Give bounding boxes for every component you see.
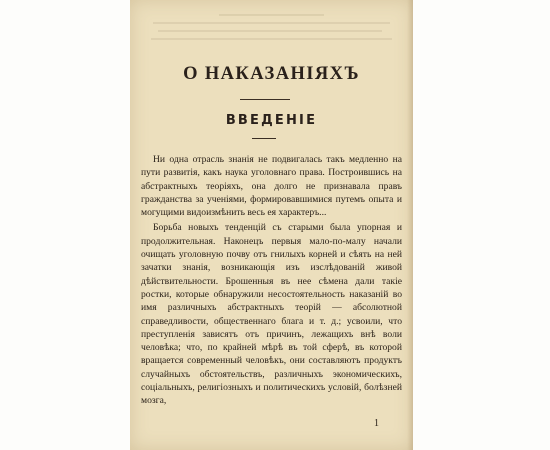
heading-divider [252,138,276,139]
bleed-line [151,38,393,40]
bleed-line [219,14,324,16]
section-heading: ВВЕДЕНІЕ [225,113,318,128]
book-page [130,0,413,450]
body-text [141,153,402,410]
bleed-through-text [140,8,403,56]
page-title: О НАКАЗАНІЯХЪ [183,64,360,84]
paragraph: Ни одна отрасль знанія не подвигалась такъ медленно на пути развитія, какъ наука уголовнаго права. Построившись на абстрактныхъ теоріяхъ, она долго не признавала правъ гражданства за ученіями, формировавшимися путемъ опыта и могущими видоизмѣнить весь ея характеръ... [141,154,402,219]
bleed-line [158,30,382,32]
title-divider [240,99,290,100]
page-number: 1 [374,418,379,429]
paragraph: Борьба новыхъ тенденцій съ старыми была упорная и продолжительная. Наконецъ первыя мало-по-малу начали очищать уголовную почву отъ гнилыхъ корней и сѣять на ней зачатки знанія, возникающія изъ изслѣдованій живой дѣйствительности. Брошенныя въ нее сѣмена дали такіе ростки, которые обнаружили несостоятельность наказаній во имя различныхъ абстрактныхъ теорій — абсолютной справедливости, общественнаго блага и т. д.; усвоили, что преступленія зависятъ отъ причинъ, лежащихъ внѣ воли человѣка; что, по крайней мѣрѣ въ той сферѣ, въ которой вращается современный человѣкъ, они составляютъ продуктъ случайныхъ обстоятельствъ, различныхъ экономическихъ, соціальныхъ, религіозныхъ и политическихъ условій, болѣзней мозга, [141,222,402,407]
bleed-line [153,22,390,24]
